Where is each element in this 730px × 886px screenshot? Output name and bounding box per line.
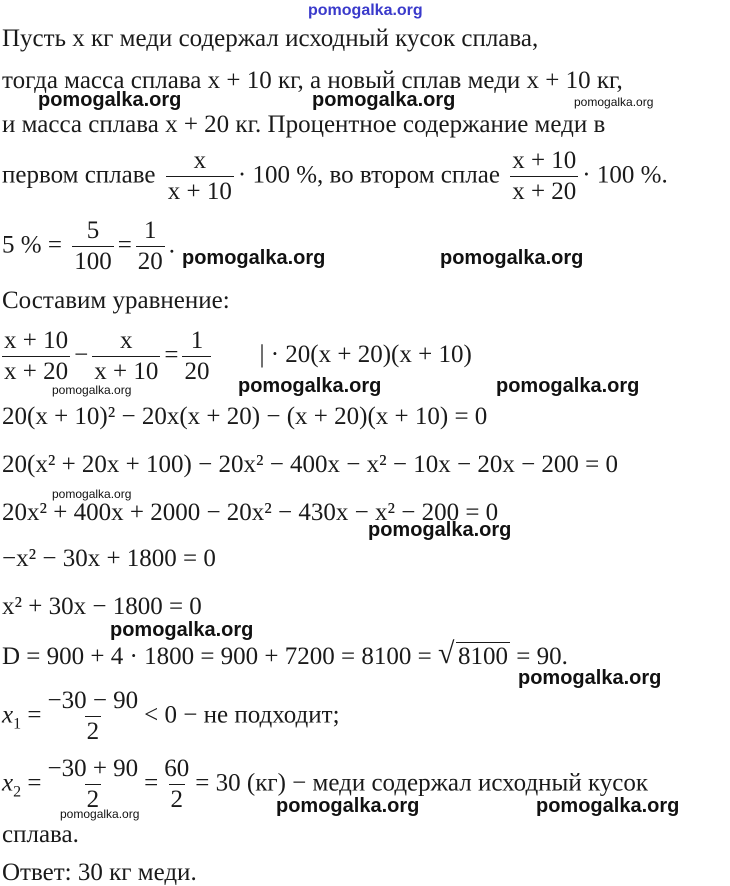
text-line-1: Пусть x кг меди содержал исходный кусок сплава, xyxy=(2,25,539,52)
watermark: pomogalka.org xyxy=(38,89,182,111)
watermark: pomogalka.org xyxy=(182,247,326,269)
square-root xyxy=(437,637,510,670)
watermark: pomogalka.org xyxy=(110,619,254,641)
watermark: pomogalka.org xyxy=(518,667,662,689)
text-line-6: Составим уравнение: xyxy=(2,287,230,314)
watermark: pomogalka.org xyxy=(60,807,140,821)
fraction-numerator: −30 − 90 xyxy=(47,687,139,714)
text-segment: D = 900 + 4 · 1800 = 900 + 7200 = 8100 = xyxy=(2,643,432,670)
fraction-numerator: x xyxy=(120,327,133,354)
fraction xyxy=(166,148,234,206)
watermark: pomogalka.org xyxy=(574,95,654,109)
fraction xyxy=(45,756,140,814)
fraction-denominator: 20 xyxy=(137,248,163,276)
radical-sign: √ xyxy=(437,637,455,670)
text-segment: · 100 %. xyxy=(582,161,668,189)
fraction-denominator: x + 10 xyxy=(167,178,232,206)
fraction-numerator: 60 xyxy=(164,755,190,782)
watermark: pomogalka.org xyxy=(496,375,640,397)
text-segment: = 90. xyxy=(516,643,568,670)
text-segment: · 100 %, во втором сплае xyxy=(237,161,500,189)
fraction xyxy=(182,328,211,386)
fraction-numerator: −30 + 90 xyxy=(47,755,139,782)
fraction xyxy=(45,688,140,746)
fraction-denominator: x + 10 xyxy=(94,358,159,386)
text-segment: первом сплаве xyxy=(2,161,156,189)
watermark: pomogalka.org xyxy=(312,89,456,111)
watermark: pomogalka.org xyxy=(440,247,584,269)
fraction-denominator: 20 xyxy=(184,358,210,386)
fraction-denominator: 2 xyxy=(86,786,100,814)
text-line-16: сплава. xyxy=(2,821,79,848)
fraction xyxy=(92,328,160,386)
text-line-11: −x² − 30x + 1800 = 0 xyxy=(2,545,216,572)
watermark: pomogalka.org xyxy=(308,2,423,19)
text-line-2: тогда масса сплава x + 10 кг, а новый сплав меди x + 10 кг, xyxy=(2,67,623,94)
text-line-17: Ответ: 30 кг меди. xyxy=(2,859,197,886)
fraction-denominator: x + 20 xyxy=(4,358,69,386)
fraction xyxy=(72,218,114,276)
fraction xyxy=(2,328,70,386)
text-line-10: 20x² + 400x + 2000 − 20x² − 430x − x² − 200 = 0 xyxy=(2,499,499,526)
fraction-denominator: x + 20 xyxy=(512,178,577,206)
text-line-3: и масса сплава x + 20 кг. Процентное содержание меди в xyxy=(2,111,606,138)
fraction-numerator: x + 10 xyxy=(4,327,69,354)
radicand: 8100 xyxy=(457,643,508,670)
fraction-numerator: x + 10 xyxy=(512,147,577,174)
text-line-8: 20(x + 10)² − 20x(x + 20) − (x + 20)(x + 10) = 0 xyxy=(2,403,488,430)
watermark: pomogalka.org xyxy=(52,383,132,397)
text-line-13 xyxy=(2,637,568,670)
fraction-denominator: 2 xyxy=(86,718,100,746)
text-line-9: 20(x² + 20x + 100) − 20x² − 400x − x² − 10x − 20x − 200 = 0 xyxy=(2,451,619,478)
text-segment: = 30 (кг) − меди содержал исходный кусок xyxy=(195,769,649,797)
fraction-denominator: 2 xyxy=(170,786,184,814)
fraction-numerator: 1 xyxy=(144,217,157,244)
watermark: pomogalka.org xyxy=(276,795,420,817)
text-segment: < 0 − не подходит; xyxy=(144,701,340,729)
fraction xyxy=(510,148,578,206)
text-line-4 xyxy=(2,148,668,206)
text-line-14: $x_1$ = $\frac{-30 - 90}{2}$ < 0 − не подходит; xyxy=(2,687,340,746)
fraction-numerator: 1 xyxy=(190,327,204,354)
watermark: pomogalka.org xyxy=(238,375,382,397)
watermark: pomogalka.org xyxy=(368,519,512,541)
fraction xyxy=(136,218,165,276)
text-line-12: x² + 30x − 1800 = 0 xyxy=(2,593,202,620)
text-line-15: $x_2$ = $\frac{-30 + 90}{2}$ = $\frac{60}{2}$ = 30 (кг) − меди содержал исходный кусок xyxy=(2,755,649,814)
watermark: pomogalka.org xyxy=(52,487,132,501)
text-segment: 5 % = xyxy=(2,231,62,259)
text-line-5: 5 % = $\frac{5}{100}$ = $\frac{1}{20}$ . xyxy=(2,217,176,276)
fraction-denominator: 100 xyxy=(74,248,112,276)
fraction xyxy=(162,756,191,814)
fraction-numerator: x xyxy=(193,147,207,174)
fraction-numerator: 5 xyxy=(86,217,100,244)
text-segment: | · 20(x + 20)(x + 10) xyxy=(259,341,472,369)
equation-line: $\frac{x + 10}{x + 20}$ − $\frac{x}{x + 10}$ = $\frac{1}{20}$ | · 20(x + 20)(x + 10) xyxy=(4,327,472,386)
watermark: pomogalka.org xyxy=(536,795,680,817)
